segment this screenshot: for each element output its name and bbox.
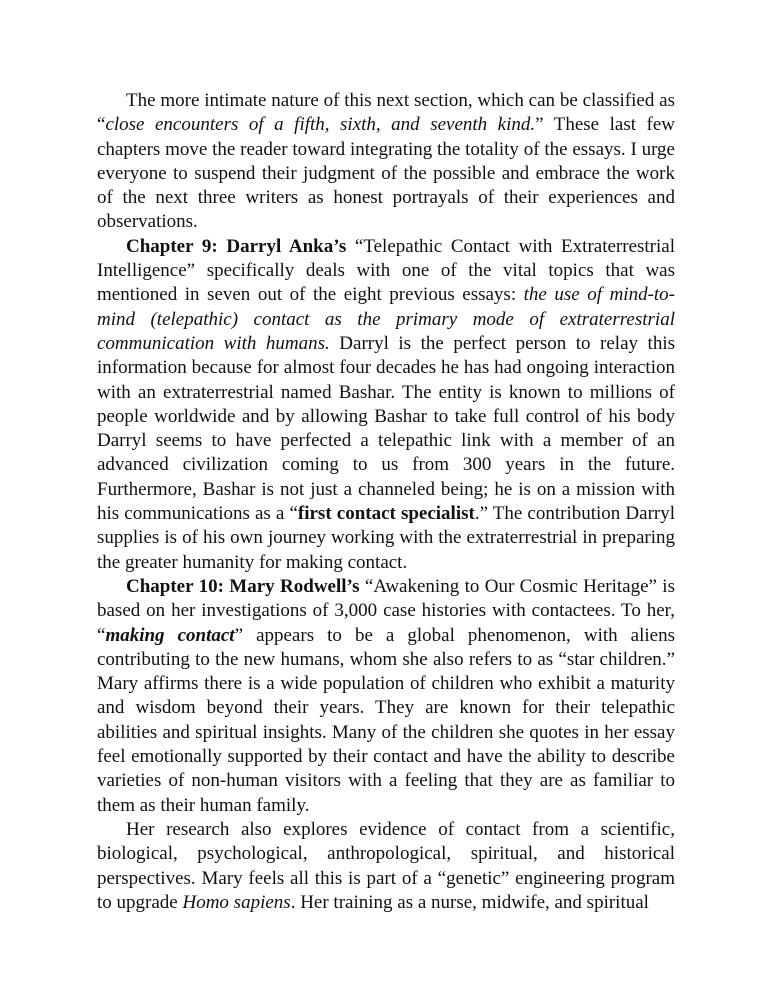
chapter-9-bold-phrase: first contact specialist — [297, 503, 475, 525]
chapter-10-heading: Chapter 10: Mary Rodwell’s — [126, 575, 360, 597]
intro-italic-phrase: close encounters of a fifth, sixth, and seventh kind. — [105, 114, 536, 136]
paragraph-intro — [97, 89, 675, 235]
paragraph-chapter-9 — [97, 235, 675, 575]
chapter-9-text-c: .” The contribution Darryl supplies is of his own journey working with the extraterrestrial in preparing the greater humanity for making contact. — [97, 503, 676, 573]
page-body — [97, 89, 675, 915]
chapter-9-heading: Chapter 9: Darryl Anka’s — [126, 235, 347, 257]
chapter-9-text-b: Darryl is the perfect person to relay this information because for almost four decades he has had ongoing interaction with an extraterrestrial named Bashar. The entity is known to millions of people worldwide and by allowing Bashar to take full control of his body Darryl seems to have perfected a telepathic link with a member of an advanced civilization coming to us from 300 years in the future. Furthermore, Bashar is not just a channeled being; he is on a mission with his communications as a “ — [97, 332, 675, 525]
chapter-10-text-a: “Awakening to Our Cosmic Heritage” is based on her investigations of 3,000 case histories with contactees. To her, “ — [97, 575, 675, 646]
research-text-b: . Her training as a nurse, midwife, and spiritual — [290, 891, 649, 913]
intro-text-b: ” These last few chapters move the reader toward integrating the totality of the essays. I urge everyone to suspend their judgment of the possible and embrace the work of the next three writers as honest portrayals of their experiences and observations. — [97, 114, 675, 233]
intro-text-a: The more intimate nature of this next section, which can be classified as “ — [97, 90, 675, 136]
chapter-9-italic-phrase: the use of mind-to-mind (telepathic) contact as the primary mode of extraterrestrial communication with humans. — [97, 284, 675, 354]
chapter-10-text-b: ” appears to be a global phenomenon, with aliens contributing to the new humans, whom she also refers to as “star children.” Mary affirms there is a wide population of children who exhibit a maturity and wisdom beyond their years. They are known for their telepathic abilities and spiritual insights. Many of the children she quotes in her essay feel emotionally supported by their contact and have the ability to describe varieties of non-human visitors with a feeling that they are as familiar to them as their human family. — [97, 624, 675, 816]
paragraph-research — [97, 818, 675, 915]
research-text-a: Her research also explores evidence of contact from a scientific, biological, psychological, anthropological, spiritual, and historical perspectives. Mary feels all this is part of a “genetic” engineering program to upgrade — [97, 818, 675, 913]
chapter-10-bold-italic-phrase: making contact — [105, 624, 235, 646]
chapter-9-text-a: “Telepathic Contact with Extraterrestrial Intelligence” specifically deals with one of the vital topics that was mentioned in seven out of the eight previous essays: — [97, 235, 675, 306]
research-italic-term: Homo sapiens — [182, 891, 291, 913]
paragraph-chapter-10 — [97, 575, 675, 818]
